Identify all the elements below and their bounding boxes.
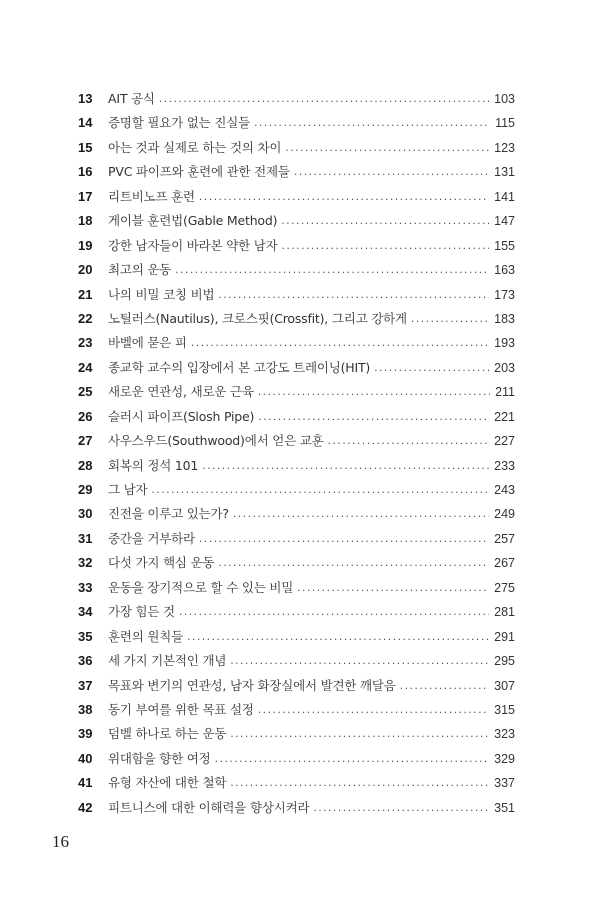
dot-leader [202, 454, 489, 478]
page-number: 267 [494, 556, 515, 571]
chapter-title: 다섯 가지 핵심 운동 [108, 555, 215, 571]
chapter-number: 15 [78, 139, 93, 155]
chapter-number: 19 [78, 237, 93, 253]
page-number: 163 [494, 263, 515, 278]
chapter-number: 37 [78, 677, 93, 693]
page-number: 141 [494, 189, 515, 204]
dot-leader [218, 283, 489, 307]
chapter-number: 35 [78, 628, 93, 644]
chapter-title: 새로운 연관성, 새로운 근육 [108, 384, 254, 400]
chapter-number: 20 [78, 262, 93, 278]
chapter-number: 38 [78, 701, 93, 717]
chapter-number: 26 [78, 408, 93, 424]
chapter-number: 23 [78, 335, 93, 351]
chapter-number: 27 [78, 433, 93, 449]
toc-entry [78, 234, 515, 258]
dot-leader [374, 356, 489, 380]
table-of-contents [78, 87, 515, 820]
chapter-number: 41 [78, 775, 93, 791]
toc-entry [78, 698, 515, 722]
page-number: 337 [494, 776, 515, 791]
toc-entry [78, 429, 515, 453]
toc-entry [78, 527, 515, 551]
chapter-number: 14 [78, 115, 93, 131]
chapter-title: 피트니스에 대한 이해력을 향상시켜라 [108, 799, 310, 815]
chapter-title: 나의 비밀 코칭 비법 [108, 286, 215, 302]
toc-entry [78, 405, 515, 429]
chapter-title: 동기 부여를 위한 목표 설정 [108, 701, 254, 717]
chapter-number: 13 [78, 91, 93, 106]
chapter-number: 22 [78, 310, 93, 326]
dot-leader [328, 429, 490, 453]
toc-entry [78, 454, 515, 478]
chapter-title: 위대함을 향한 여정 [108, 750, 211, 766]
dot-leader [199, 185, 489, 209]
chapter-number: 31 [78, 530, 93, 546]
toc-entry [78, 576, 515, 600]
toc-entry [78, 209, 515, 233]
page-number: 295 [494, 654, 515, 669]
page-number: 211 [495, 385, 515, 400]
toc-entry [78, 722, 515, 746]
dot-leader [411, 307, 489, 331]
chapter-number: 18 [78, 213, 93, 229]
page-number: 221 [494, 409, 515, 424]
chapter-title: 강한 남자들이 바라본 약한 남자 [108, 237, 278, 253]
page-number: 193 [494, 336, 515, 351]
chapter-number: 33 [78, 579, 93, 595]
dot-leader [218, 551, 489, 575]
chapter-number: 16 [78, 164, 93, 180]
chapter-title: 노틸러스(Nautilus), 크로스핏(Crossfit), 그리고 강하게 [108, 310, 407, 326]
toc-entry [78, 796, 515, 820]
chapter-number: 36 [78, 653, 93, 669]
dot-leader [400, 674, 489, 698]
dot-leader [230, 722, 489, 746]
page-number: 147 [494, 214, 515, 229]
chapter-number: 21 [78, 286, 93, 302]
chapter-title: AIT 공식 [108, 91, 155, 106]
chapter-title: 중간을 거부하라 [108, 530, 195, 546]
dot-leader [297, 576, 489, 600]
toc-entry [78, 307, 515, 331]
chapter-number: 39 [78, 726, 93, 742]
chapter-number: 29 [78, 482, 93, 497]
toc-entry [78, 185, 515, 209]
page-number: 307 [494, 678, 515, 693]
toc-entry [78, 331, 515, 355]
chapter-number: 32 [78, 555, 93, 571]
chapter-number: 40 [78, 750, 93, 766]
dot-leader [151, 478, 489, 502]
chapter-title: 덤벨 하나로 하는 운동 [108, 726, 227, 742]
chapter-title: 유형 자산에 대한 철학 [108, 775, 227, 791]
dot-leader [233, 502, 489, 526]
page-number: 227 [494, 434, 515, 449]
chapter-number: 28 [78, 457, 93, 473]
chapter-title: 슬러시 파이프(Slosh Pipe) [108, 408, 255, 424]
page-number: 131 [494, 165, 515, 180]
chapter-title: 사우스우드(Southwood)에서 얻은 교훈 [108, 433, 324, 449]
page-folio-number: 16 [52, 832, 69, 851]
dot-leader [159, 87, 489, 111]
page-number: 123 [494, 140, 515, 155]
chapter-title: 게이블 훈련법(Gable Method) [108, 213, 278, 229]
chapter-title: 그 남자 [108, 482, 148, 497]
dot-leader [175, 258, 489, 282]
toc-entry [78, 551, 515, 575]
chapter-number: 42 [78, 799, 93, 815]
chapter-number: 30 [78, 506, 93, 522]
dot-leader [179, 600, 489, 624]
page-number: 233 [494, 458, 515, 473]
toc-entry [78, 136, 515, 160]
chapter-title: 훈련의 원칙들 [108, 628, 184, 644]
chapter-title: 진전을 이루고 있는가? [108, 506, 229, 522]
chapter-title: 목표와 변기의 연관성, 남자 화장실에서 발견한 깨달음 [108, 677, 396, 693]
chapter-title: 증명할 필요가 없는 진실들 [108, 115, 250, 131]
page-number: 291 [494, 629, 515, 644]
chapter-number: 17 [78, 188, 93, 204]
toc-entry [78, 356, 515, 380]
chapter-title: 회복의 정석 101 [108, 457, 199, 473]
dot-leader [254, 111, 490, 135]
toc-entry [78, 87, 515, 111]
page-number: 183 [494, 311, 515, 326]
page-number: 155 [494, 238, 515, 253]
chapter-title: 세 가지 기본적인 개념 [108, 653, 227, 669]
dot-leader [230, 649, 489, 673]
chapter-title: 바벨에 묻은 피 [108, 335, 187, 351]
page-number: 275 [494, 580, 515, 595]
toc-entry [78, 478, 515, 502]
page-number: 329 [494, 751, 515, 766]
page-number: 281 [494, 605, 515, 620]
page-number: 243 [494, 483, 515, 497]
toc-entry [78, 258, 515, 282]
toc-entry [78, 380, 515, 404]
dot-leader [313, 796, 489, 820]
dot-leader [191, 331, 489, 355]
chapter-title: 종교학 교수의 입장에서 본 고강도 트레이닝(HIT) [108, 359, 371, 375]
dot-leader [281, 209, 489, 233]
dot-leader [199, 527, 489, 551]
page-number: 315 [494, 702, 515, 717]
page-number: 249 [494, 507, 515, 522]
toc-entry [78, 649, 515, 673]
chapter-number: 24 [78, 359, 93, 375]
toc-entry [78, 111, 515, 135]
chapter-title: 운동을 장기적으로 할 수 있는 비밀 [108, 579, 294, 595]
page-number: 103 [494, 92, 515, 106]
toc-entry [78, 625, 515, 649]
chapter-title: 리트비노프 훈련 [108, 188, 195, 204]
toc-entry [78, 160, 515, 184]
toc-entry [78, 674, 515, 698]
chapter-number: 25 [78, 384, 93, 400]
dot-leader [215, 747, 490, 771]
page-number: 115 [495, 116, 515, 131]
dot-leader [258, 698, 489, 722]
dot-leader [294, 160, 489, 184]
page-number: 351 [494, 800, 515, 815]
dot-leader [258, 405, 489, 429]
chapter-title: 최고의 운동 [108, 262, 172, 278]
chapter-title: PVC 파이프와 훈련에 관한 전제들 [108, 164, 290, 180]
dot-leader [187, 625, 489, 649]
chapter-title: 가장 힘든 것 [108, 604, 175, 620]
dot-leader [281, 234, 489, 258]
chapter-number: 34 [78, 604, 93, 620]
toc-entry [78, 600, 515, 624]
dot-leader [230, 771, 489, 795]
dot-leader [258, 380, 490, 404]
page-number: 203 [494, 360, 515, 375]
toc-entry [78, 502, 515, 526]
toc-entry [78, 747, 515, 771]
page-number: 173 [494, 287, 515, 302]
page-number: 323 [494, 727, 515, 742]
page-number: 257 [494, 531, 515, 546]
dot-leader [285, 136, 489, 160]
toc-entry [78, 771, 515, 795]
chapter-title: 아는 것과 실제로 하는 것의 차이 [108, 139, 282, 155]
toc-entry [78, 283, 515, 307]
